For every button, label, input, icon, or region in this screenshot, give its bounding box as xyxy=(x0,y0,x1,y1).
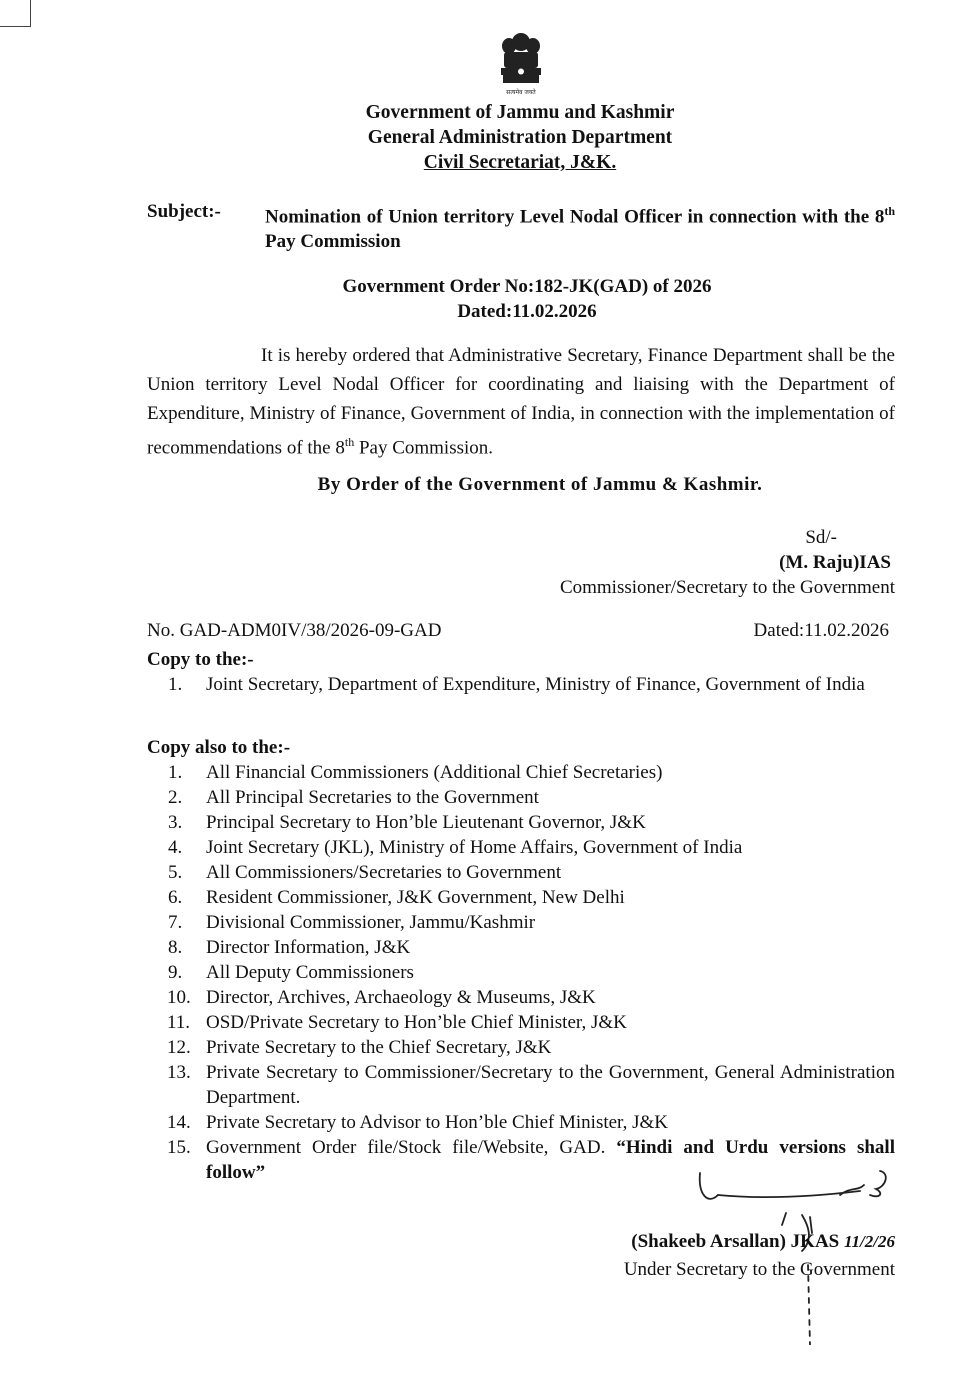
signatory-title: Commissioner/Secretary to the Government xyxy=(559,577,895,598)
by-order-line: By Order of the Government of Jammu & Kashmir. xyxy=(317,474,763,495)
list-item: 2. All Principal Secretaries to the Government xyxy=(168,787,539,808)
list-item: 1. All Financial Commissioners (Additional Chief Secretaries) xyxy=(168,762,663,783)
reference-number: No. GAD-ADM0IV/38/2026-09-GAD xyxy=(147,620,442,641)
list-item: 14. Private Secretary to Advisor to Hon’ble Chief Minister, J&K xyxy=(167,1112,669,1133)
signatory-block-2 xyxy=(624,1228,895,1284)
copy-to-section xyxy=(147,647,895,697)
order-number: Government Order No:182-JK(GAD) of 2026 xyxy=(342,276,712,297)
signed-mark: Sd/- xyxy=(805,527,837,548)
subject-text: Nomination of Union territory Level Nodal Officer in connection with the 8th Pay Commission xyxy=(265,204,895,253)
copy-to-title: Copy to the:- xyxy=(147,649,254,670)
list-item: 10. Director, Archives, Archaeology & Museums, J&K xyxy=(167,987,596,1008)
reference-line xyxy=(147,620,889,642)
signatory-name: (Shakeeb Arsallan) JKAS xyxy=(631,1231,840,1252)
list-item: 5. All Commissioners/Secretaries to Government xyxy=(168,862,562,883)
government-name: Government of Jammu and Kashmir xyxy=(365,102,675,123)
reference-date: Dated:11.02.2026 xyxy=(753,620,889,641)
list-item: 9. All Deputy Commissioners xyxy=(168,962,414,983)
signatory-title: Under Secretary to the Government xyxy=(623,1259,895,1280)
list-item: 12. Private Secretary to the Chief Secretary, J&K xyxy=(167,1037,552,1058)
order-body: It is hereby ordered that Administrative Secretary, Finance Department shall be the Union territory Level Nodal Officer for coordinating and liaising with the Department of Expenditure, Ministry of Finance, Government of India, in connection with the implementation of recommendations of the 8th Pay Commission. xyxy=(147,345,895,459)
subject-label: Subject:- xyxy=(147,201,221,222)
list-item: 11. OSD/Private Secretary to Hon’ble Chief Minister, J&K xyxy=(167,1012,627,1033)
list-item: 4. Joint Secretary (JKL), Ministry of Home Affairs, Government of India xyxy=(168,837,743,858)
list-item: 8. Director Information, J&K xyxy=(168,937,411,958)
copy-also-list xyxy=(147,760,895,1135)
department-name: General Administration Department xyxy=(367,127,673,148)
copy-also-section xyxy=(147,735,895,1185)
document-header xyxy=(0,100,979,175)
emblem-caption: सत्यमेव जयते xyxy=(506,89,536,96)
list-item: 7. Divisional Commissioner, Jammu/Kashmir xyxy=(168,912,536,933)
handwritten-date: 11/2/26 xyxy=(843,1232,895,1251)
order-date: Dated:11.02.2026 xyxy=(457,301,597,322)
scan-corner-mark xyxy=(0,0,31,27)
list-item: 1. Joint Secretary, Department of Expenditure, Ministry of Finance, Government of India xyxy=(168,674,865,695)
signatory-name: (M. Raju)IAS xyxy=(779,552,891,573)
list-item: 3. Principal Secretary to Hon’ble Lieutenant Governor, J&K xyxy=(168,812,646,833)
subject-block xyxy=(147,199,895,254)
order-number-block xyxy=(0,274,979,324)
list-item: 15. Government Order file/Stock file/Website, GAD. “Hindi and Urdu versions shall follow” xyxy=(167,1137,895,1183)
copy-also-title: Copy also to the:- xyxy=(147,737,291,758)
secretariat-name: Civil Secretariat, J&K. xyxy=(423,152,617,173)
list-item: 6. Resident Commissioner, J&K Government, New Delhi xyxy=(168,887,625,908)
state-emblem-icon xyxy=(492,28,550,98)
signatory-block-1 xyxy=(560,525,895,600)
list-item: 13. Private Secretary to Commissioner/Secretary to the Government, General Administration Department. xyxy=(167,1062,895,1108)
